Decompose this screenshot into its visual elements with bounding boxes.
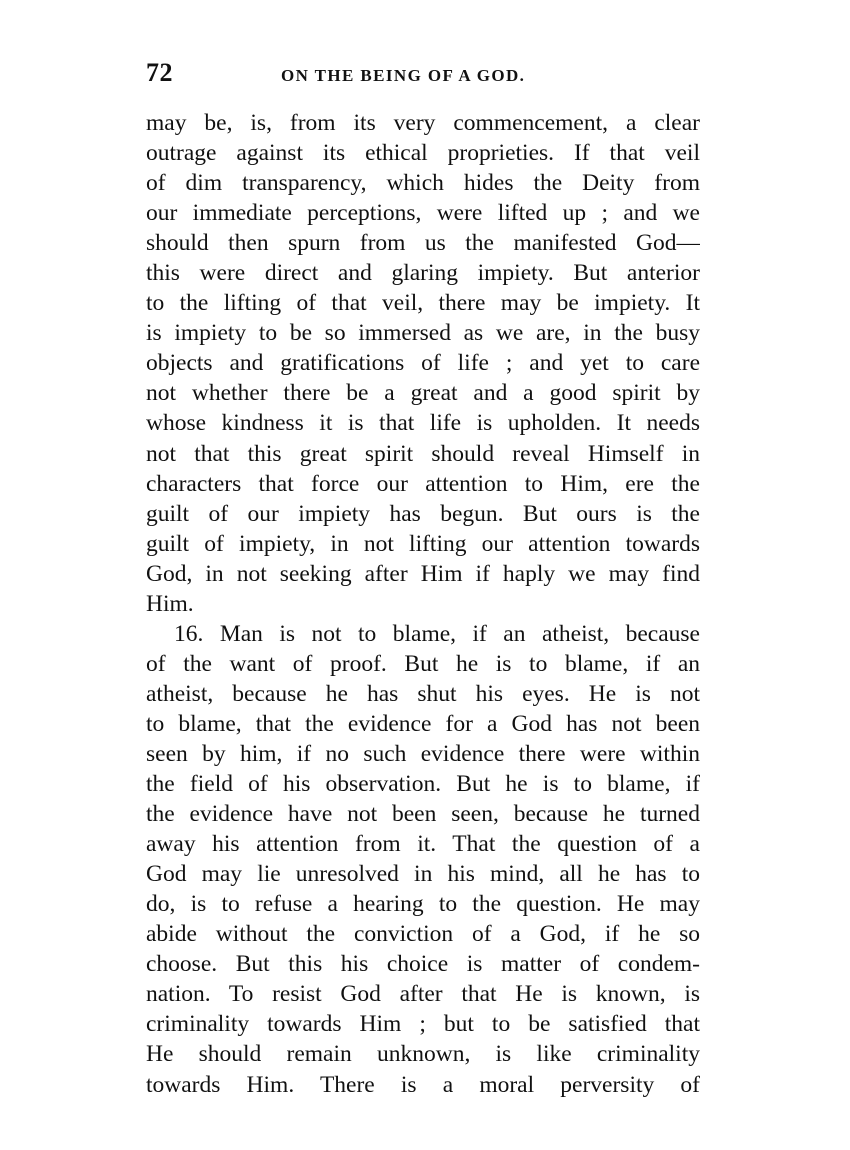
- text-line: may be, is, from its very commencement, a clear: [146, 110, 700, 136]
- text-line: objects and gratifications of life ; and yet to care: [146, 350, 700, 377]
- text-line: outrage against its ethical proprieties. If that veil: [146, 140, 700, 167]
- text-line: do, is to refuse a hearing to the question. He may: [146, 891, 700, 918]
- text-line: He should remain unknown, is like criminality: [146, 1041, 700, 1068]
- text-line: our immediate perceptions, were lifted up ; and we: [146, 200, 700, 227]
- text-line: seen by him, if no such evidence there were within: [146, 740, 700, 767]
- text-line: the field of his observation. But he is to blame, if: [146, 771, 700, 798]
- text-line: should then spurn from us the manifested God—: [146, 230, 700, 257]
- text-line: is impiety to be so immersed as we are, in the busy: [146, 320, 700, 347]
- text-line: this were direct and glaring impiety. But anterior: [146, 260, 700, 287]
- running-head: ON THE BEING OF A GOD.: [281, 66, 526, 85]
- text-line: God may lie unresolved in his mind, all he has to: [146, 861, 700, 888]
- page-number: 72: [146, 58, 173, 87]
- text-line: God, in not seeking after Him if haply we may find: [146, 560, 700, 587]
- text-line: guilt of our impiety has begun. But ours is the: [146, 500, 700, 527]
- text-line: guilt of impiety, in not lifting our attention towards: [146, 530, 700, 557]
- text-line: Him.: [146, 590, 194, 617]
- text-line: of the want of proof. But he is to blame, if an: [146, 650, 700, 677]
- text-line: to the lifting of that veil, there may be impiety. It: [146, 290, 700, 317]
- text-line: whose kindness it is that life is upholden. It needs: [146, 410, 700, 437]
- page-header: [146, 58, 702, 92]
- text-line: choose. But this his choice is matter of condem-: [146, 951, 700, 978]
- text-line: to blame, that the evidence for a God has not been: [146, 710, 700, 737]
- body-text: [146, 108, 700, 1100]
- text-line: nation. To resist God after that He is known, is: [146, 981, 700, 1008]
- text-line: not whether there be a great and a good spirit by: [146, 380, 700, 407]
- text-line: criminality towards Him ; but to be satisfied that: [146, 1011, 700, 1038]
- text-line: characters that force our attention to Him, ere the: [146, 470, 700, 497]
- text-line: atheist, because he has shut his eyes. He is not: [146, 680, 700, 707]
- paragraph-start-line: 16. Man is not to blame, if an atheist, because: [174, 620, 700, 647]
- text-line: of dim transparency, which hides the Deity from: [146, 170, 700, 197]
- text-line: away his attention from it. That the question of a: [146, 831, 700, 858]
- text-line: towards Him. There is a moral perversity of: [146, 1071, 700, 1098]
- text-line: not that this great spirit should reveal Himself in: [146, 440, 700, 467]
- text-line: abide without the conviction of a God, if he so: [146, 921, 700, 948]
- text-line: the evidence have not been seen, because he turned: [146, 801, 700, 828]
